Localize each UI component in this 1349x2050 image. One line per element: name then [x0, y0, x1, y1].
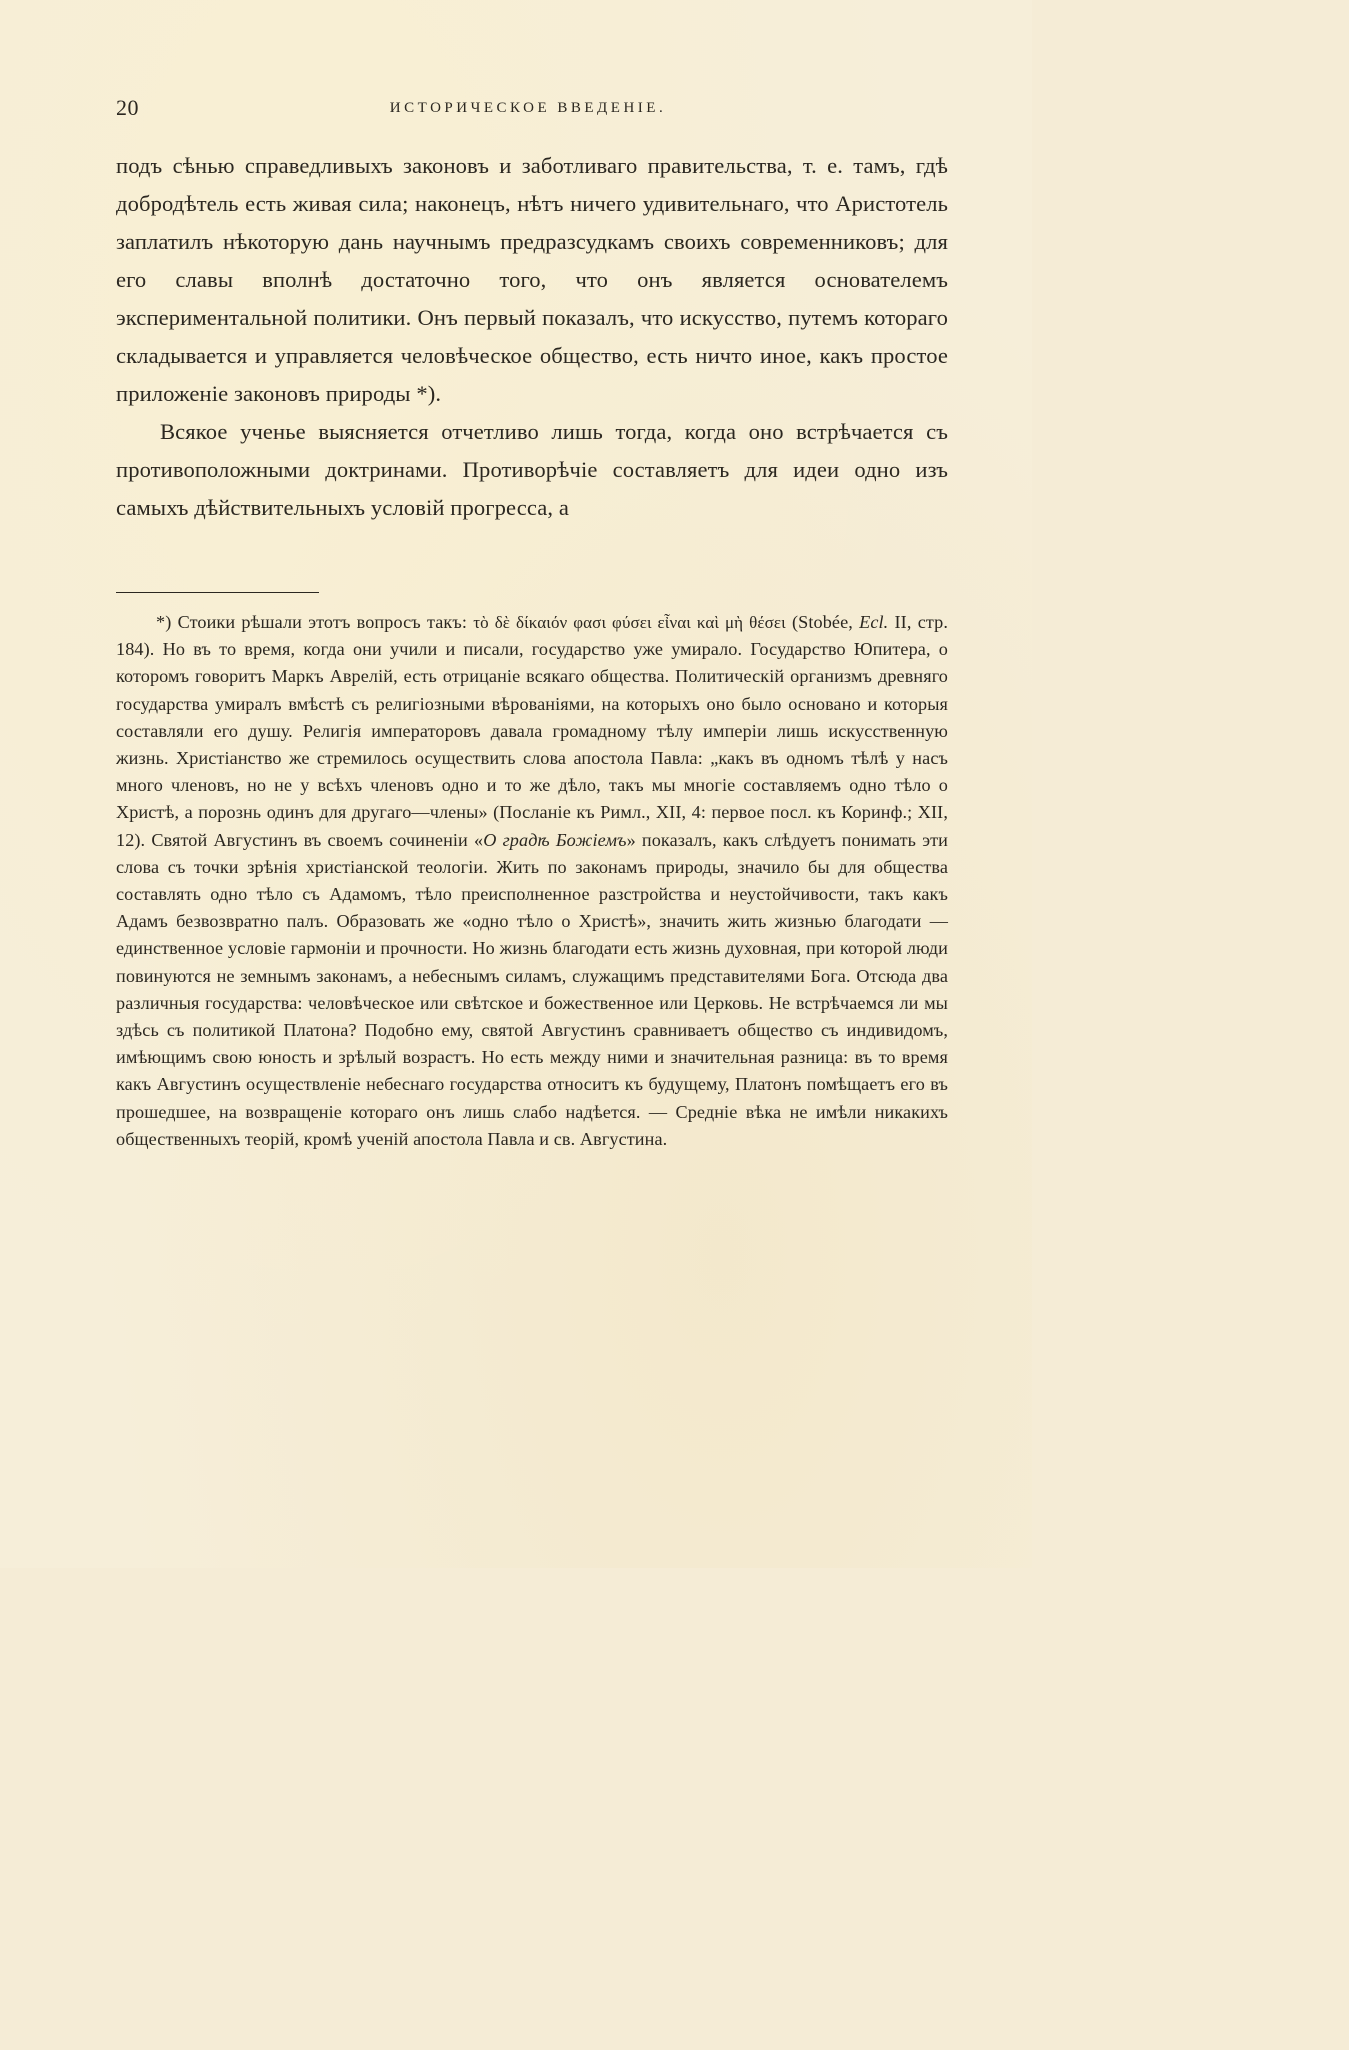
source-title: Ecl.	[859, 612, 889, 632]
running-title: ИСТОРИЧЕСКОЕ ВВЕДЕНІЕ.	[389, 100, 667, 116]
work-title: О градѣ Божіемъ	[483, 829, 627, 850]
footnote-text-4: » показалъ, какъ слѣдуетъ понимать эти слова съ точки зрѣнія христіанской теологіи. Жить по законамъ природы, значило бы для общества составлять одно тѣло съ Адамомъ, тѣло преисполненное разстройства и неустойчивости, такъ какъ Адамъ безвозвратно палъ. Образовать же «одно тѣло о Христѣ», значить жить жизнью благодати — единственное условіе гармоніи и прочности. Но жизнь благодати есть жизнь духовная, при которой люди повинуются не земнымъ законамъ, а небеснымъ силамъ, служащимъ представителями Бога. Отсюда два различныя государства: человѣческое или свѣтское и божественное или Церковь. Не встрѣчаемся ли мы здѣсь съ политикой Платона? Подобно ему, святой Августинъ сравниваетъ общество съ индивидомъ, имѣющимъ свою юность и зрѣлый возрастъ. Но есть между ними и значительная разница: въ то время какъ Августинъ осуществленіе небеснаго государства относитъ къ будущему, Платонъ помѣщаетъ его въ прошедшее, на возвращеніе котораго онъ лишь слабо надѣется. — Средніе вѣка не имѣли никакихъ общественныхъ теорій, кромѣ ученій апостола Павла и св. Августина.	[116, 829, 948, 1149]
main-text	[116, 147, 948, 527]
greek-quotation: τὸ δὲ δίκαιόν φασι φύσει εἶναι καὶ μὴ θέσει	[473, 613, 786, 632]
footnote-divider	[116, 592, 319, 593]
footnote-paragraph	[116, 609, 948, 1153]
page-header	[116, 95, 940, 125]
paragraph-2: Всякое ученье выясняется отчетливо лишь тогда, когда оно встрѣчается съ противоположными доктринами. Противорѣчіе составляетъ для идеи одно изъ самыхъ дѣйствительныхъ условій прогресса, а	[116, 419, 948, 520]
footnote-text-2: (Stobée,	[791, 612, 853, 632]
footnote-marker: *)	[156, 612, 172, 632]
footnote-text-3: II, стр. 184). Но въ то время, когда они учили и писали, государство уже умирало. Государство Юпитера, о которомъ говоритъ Маркъ Аврелій, есть отрицаніе всякаго общества. Политическій организмъ древняго государства умиралъ вмѣстѣ съ религіозными вѣрованіями, на которыхъ оно было основано и которыя составляли его душу. Религія императоровъ давала громадному тѣлу имперіи лишь искусственную жизнь. Христіанство же стремилось осуществить слова апостола Павла: „какъ въ одномъ тѣлѣ у насъ много членовъ, но не у всѣхъ членовъ одно и то же дѣло, такъ мы многіе составляемъ одно тѣло о Христѣ, а порознь одинъ для другаго—члены» (Посланіе къ Римл., XII, 4: первое посл. къ Коринф.; XII, 12). Святой Августинъ въ своемъ сочиненіи «	[116, 612, 948, 850]
footnote-text-1: Стоики рѣшали этотъ вопросъ такъ:	[177, 612, 468, 632]
paragraph-1: подъ сѣнью справедливыхъ законовъ и заботливаго правительства, т. е. тамъ, гдѣ добродѣтель есть живая сила; наконецъ, нѣтъ ничего удивительнаго, что Аристотель заплатилъ нѣкоторую дань научнымъ предразсудкамъ своихъ современниковъ; для его славы вполнѣ достаточно того, что онъ является основателемъ экспериментальной политики. Онъ первый показалъ, что искусство, путемъ котораго складывается и управляется человѣческое общество, есть ничто иное, какъ простое приложеніе законовъ природы *).	[116, 153, 948, 406]
page-number: 20	[116, 95, 139, 120]
footnote	[116, 609, 948, 1153]
